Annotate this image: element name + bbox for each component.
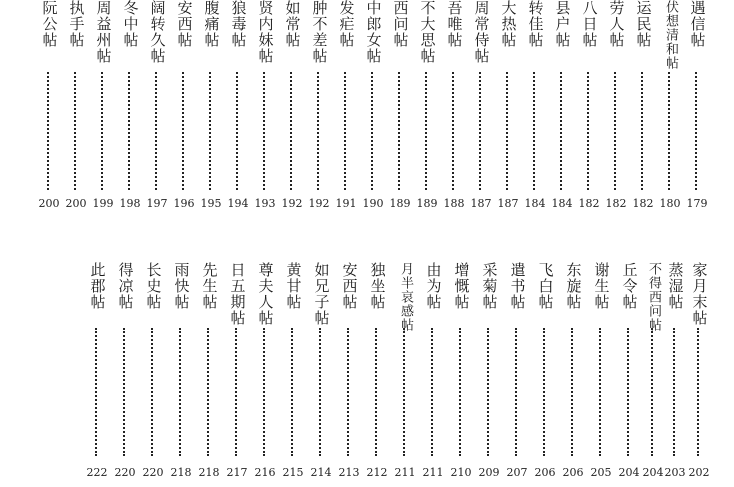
toc-entry[interactable] <box>82 262 112 487</box>
toc-page-number: 187 <box>497 197 519 210</box>
toc-page-number: 218 <box>170 466 192 479</box>
dot-leader <box>560 72 562 190</box>
toc-entry[interactable] <box>306 262 336 487</box>
toc-entry[interactable] <box>166 262 196 487</box>
toc-entry-title: 东旋帖 <box>564 262 583 310</box>
toc-page-number: 182 <box>632 197 654 210</box>
toc-page-number: 217 <box>226 466 248 479</box>
toc-entry[interactable] <box>446 262 476 487</box>
toc-page-number: 195 <box>200 197 222 210</box>
dot-leader <box>599 328 601 456</box>
toc-page-number: 192 <box>281 197 303 210</box>
toc-entry[interactable] <box>362 262 392 487</box>
toc-entry-title: 安西帖 <box>175 0 194 48</box>
dot-leader <box>344 72 346 190</box>
toc-entry-title: 伏想清和帖 <box>663 0 678 70</box>
toc-page-number: 193 <box>254 197 276 210</box>
toc-page-number: 184 <box>524 197 546 210</box>
toc-page-number: 198 <box>119 197 141 210</box>
dot-leader <box>431 328 433 456</box>
toc-entry[interactable] <box>682 0 712 230</box>
dot-leader <box>101 72 103 190</box>
toc-entry[interactable] <box>474 262 504 487</box>
toc-entry[interactable] <box>574 0 604 230</box>
toc-entry[interactable] <box>223 0 253 230</box>
toc-entry-title: 冬中帖 <box>121 0 140 48</box>
toc-entry-title: 转佳帖 <box>526 0 545 48</box>
toc-entry-title: 西问帖 <box>391 0 410 48</box>
toc-page-number: 218 <box>198 466 220 479</box>
toc-page-number: 189 <box>416 197 438 210</box>
dot-leader <box>128 72 130 190</box>
toc-page-number: 189 <box>389 197 411 210</box>
toc-row-bottom <box>0 262 734 487</box>
toc-entry[interactable] <box>684 262 714 487</box>
toc-page-number: 182 <box>605 197 627 210</box>
toc-page-number: 192 <box>308 197 330 210</box>
toc-page-number: 212 <box>366 466 388 479</box>
toc-page-number: 204 <box>642 466 664 479</box>
toc-entry-title: 劳人帖 <box>607 0 626 48</box>
dot-leader <box>695 72 697 190</box>
toc-page-number: 200 <box>38 197 60 210</box>
toc-entry-title: 狼毒帖 <box>229 0 248 48</box>
toc-entry[interactable] <box>194 262 224 487</box>
dot-leader <box>697 328 699 456</box>
toc-page-number: 222 <box>86 466 108 479</box>
toc-entry[interactable] <box>412 0 442 230</box>
toc-entry[interactable] <box>110 262 140 487</box>
toc-entry-title: 如兄子帖 <box>312 262 331 326</box>
toc-entry-title: 阮公帖 <box>40 0 59 48</box>
toc-page-number: 214 <box>310 466 332 479</box>
dot-leader <box>319 328 321 456</box>
toc-page-number: 209 <box>478 466 500 479</box>
toc-entry[interactable] <box>34 0 64 230</box>
toc-entry-title: 腹痛帖 <box>202 0 221 48</box>
dot-leader <box>123 328 125 456</box>
toc-page-number: 197 <box>146 197 168 210</box>
dot-leader <box>155 72 157 190</box>
toc-page-number: 194 <box>227 197 249 210</box>
dot-leader <box>571 328 573 456</box>
toc-page-number: 215 <box>282 466 304 479</box>
toc-entry[interactable] <box>547 0 577 230</box>
toc-entry[interactable] <box>222 262 252 487</box>
dot-leader <box>403 328 405 456</box>
toc-entry-title: 蒸湿帖 <box>666 262 685 310</box>
dot-leader <box>533 72 535 190</box>
dot-leader <box>506 72 508 190</box>
toc-entry-title: 发疟帖 <box>337 0 356 48</box>
toc-entry-title: 雨快帖 <box>172 262 191 310</box>
dot-leader <box>317 72 319 190</box>
toc-entry[interactable] <box>277 0 307 230</box>
toc-page-number: 210 <box>450 466 472 479</box>
toc-entry-title: 日五期帖 <box>228 262 247 326</box>
toc-entry-title: 周常侍帖 <box>472 0 491 64</box>
toc-page-number: 190 <box>362 197 384 210</box>
toc-page-number: 207 <box>506 466 528 479</box>
toc-entry-title: 不得西问帖 <box>646 262 661 332</box>
dot-leader <box>515 328 517 456</box>
toc-entry-title: 由为帖 <box>424 262 443 310</box>
toc-page-number: 204 <box>618 466 640 479</box>
toc-entry-title: 不大思帖 <box>418 0 437 64</box>
toc-page-number: 179 <box>686 197 708 210</box>
toc-entry[interactable] <box>304 0 334 230</box>
toc-page-number: 196 <box>173 197 195 210</box>
dot-leader <box>347 328 349 456</box>
dot-leader <box>614 72 616 190</box>
toc-entry[interactable] <box>418 262 448 487</box>
toc-page-number: 206 <box>562 466 584 479</box>
dot-leader <box>459 328 461 456</box>
toc-page-number: 205 <box>590 466 612 479</box>
dot-leader <box>236 72 238 190</box>
dot-leader <box>375 328 377 456</box>
toc-entry-title: 增慨帖 <box>452 262 471 310</box>
toc-entry[interactable] <box>250 0 280 230</box>
dot-leader <box>151 328 153 456</box>
dot-leader <box>95 328 97 456</box>
toc-page-number: 203 <box>664 466 686 479</box>
toc-entry-title: 运民帖 <box>634 0 653 48</box>
toc-entry[interactable] <box>358 0 388 230</box>
toc-entry-title: 阔转久帖 <box>148 0 167 64</box>
toc-entry[interactable] <box>142 0 172 230</box>
toc-entry-title: 采菊帖 <box>480 262 499 310</box>
toc-entry-title: 谢生帖 <box>592 262 611 310</box>
toc-entry[interactable] <box>196 0 226 230</box>
toc-entry-title: 飞白帖 <box>536 262 555 310</box>
toc-entry-title: 县户帖 <box>553 0 572 48</box>
toc-entry[interactable] <box>385 0 415 230</box>
toc-entry-title: 独坐帖 <box>368 262 387 310</box>
dot-leader <box>74 72 76 190</box>
toc-entry[interactable] <box>250 262 280 487</box>
toc-entry[interactable] <box>586 262 616 487</box>
toc-entry[interactable] <box>655 0 685 230</box>
toc-page-number: 213 <box>338 466 360 479</box>
toc-page-number: 191 <box>335 197 357 210</box>
toc-page-number: 187 <box>470 197 492 210</box>
toc-entry[interactable] <box>493 0 523 230</box>
dot-leader <box>291 328 293 456</box>
dot-leader <box>182 72 184 190</box>
toc-entry[interactable] <box>520 0 550 230</box>
toc-page-number: 216 <box>254 466 276 479</box>
toc-page-number: 202 <box>688 466 710 479</box>
toc-entry-title: 如常帖 <box>283 0 302 48</box>
toc-entry-title: 安西帖 <box>340 262 359 310</box>
dot-leader <box>487 328 489 456</box>
dot-leader <box>452 72 454 190</box>
dot-leader <box>479 72 481 190</box>
dot-leader <box>543 328 545 456</box>
toc-entry-title: 贤内妹帖 <box>256 0 275 64</box>
dot-leader <box>209 72 211 190</box>
toc-page-number: 206 <box>534 466 556 479</box>
toc-entry[interactable] <box>558 262 588 487</box>
toc-entry-title: 黄甘帖 <box>284 262 303 310</box>
toc-entry-title: 周益州帖 <box>94 0 113 64</box>
toc-entry-title: 八日帖 <box>580 0 599 48</box>
toc-page-number: 211 <box>422 466 444 479</box>
toc-entry[interactable] <box>331 0 361 230</box>
toc-entry[interactable] <box>530 262 560 487</box>
toc-page-number: 188 <box>443 197 465 210</box>
toc-page-number: 184 <box>551 197 573 210</box>
toc-entry-title: 肿不差帖 <box>310 0 329 64</box>
toc-entry[interactable] <box>61 0 91 230</box>
toc-entry-title: 此郡帖 <box>88 262 107 310</box>
toc-page-number: 180 <box>659 197 681 210</box>
dot-leader <box>179 328 181 456</box>
toc-entry[interactable] <box>334 262 364 487</box>
dot-leader <box>371 72 373 190</box>
toc-row-top <box>0 0 734 230</box>
toc-entry[interactable] <box>466 0 496 230</box>
toc-page-number: 199 <box>92 197 114 210</box>
dot-leader <box>47 72 49 190</box>
dot-leader <box>425 72 427 190</box>
toc-entry-title: 得凉帖 <box>116 262 135 310</box>
toc-entry[interactable] <box>502 262 532 487</box>
toc-entry-title: 遇信帖 <box>688 0 707 48</box>
toc-entry[interactable] <box>278 262 308 487</box>
dot-leader <box>673 328 675 456</box>
toc-entry[interactable] <box>439 0 469 230</box>
toc-entry-title: 中郎女帖 <box>364 0 383 64</box>
toc-entry-title: 家月末帖 <box>690 262 709 326</box>
dot-leader <box>263 72 265 190</box>
toc-entry-title: 尊夫人帖 <box>256 262 275 326</box>
dot-leader <box>398 72 400 190</box>
dot-leader <box>263 328 265 456</box>
toc-entry[interactable] <box>138 262 168 487</box>
dot-leader <box>668 72 670 190</box>
dot-leader <box>651 328 653 456</box>
dot-leader <box>587 72 589 190</box>
dot-leader <box>641 72 643 190</box>
toc-entry-title: 月半哀感帖 <box>398 262 413 332</box>
toc-entry-title: 大热帖 <box>499 0 518 48</box>
toc-entry[interactable] <box>601 0 631 230</box>
toc-entry-title: 先生帖 <box>200 262 219 310</box>
toc-page-number: 220 <box>114 466 136 479</box>
toc-entry[interactable] <box>88 0 118 230</box>
toc-entry-title: 遣书帖 <box>508 262 527 310</box>
dot-leader <box>207 328 209 456</box>
dot-leader <box>235 328 237 456</box>
toc-page-number: 182 <box>578 197 600 210</box>
toc-entry[interactable] <box>628 0 658 230</box>
toc-entry-title: 吾唯帖 <box>445 0 464 48</box>
dot-leader <box>627 328 629 456</box>
toc-entry-title: 执手帖 <box>67 0 86 48</box>
toc-entry[interactable] <box>169 0 199 230</box>
toc-entry[interactable] <box>115 0 145 230</box>
toc-page-number: 220 <box>142 466 164 479</box>
toc-entry[interactable] <box>390 262 420 487</box>
toc-entry-title: 丘令帖 <box>620 262 639 310</box>
toc-page-number: 200 <box>65 197 87 210</box>
toc-entry-title: 长史帖 <box>144 262 163 310</box>
dot-leader <box>290 72 292 190</box>
toc-page-number: 211 <box>394 466 416 479</box>
